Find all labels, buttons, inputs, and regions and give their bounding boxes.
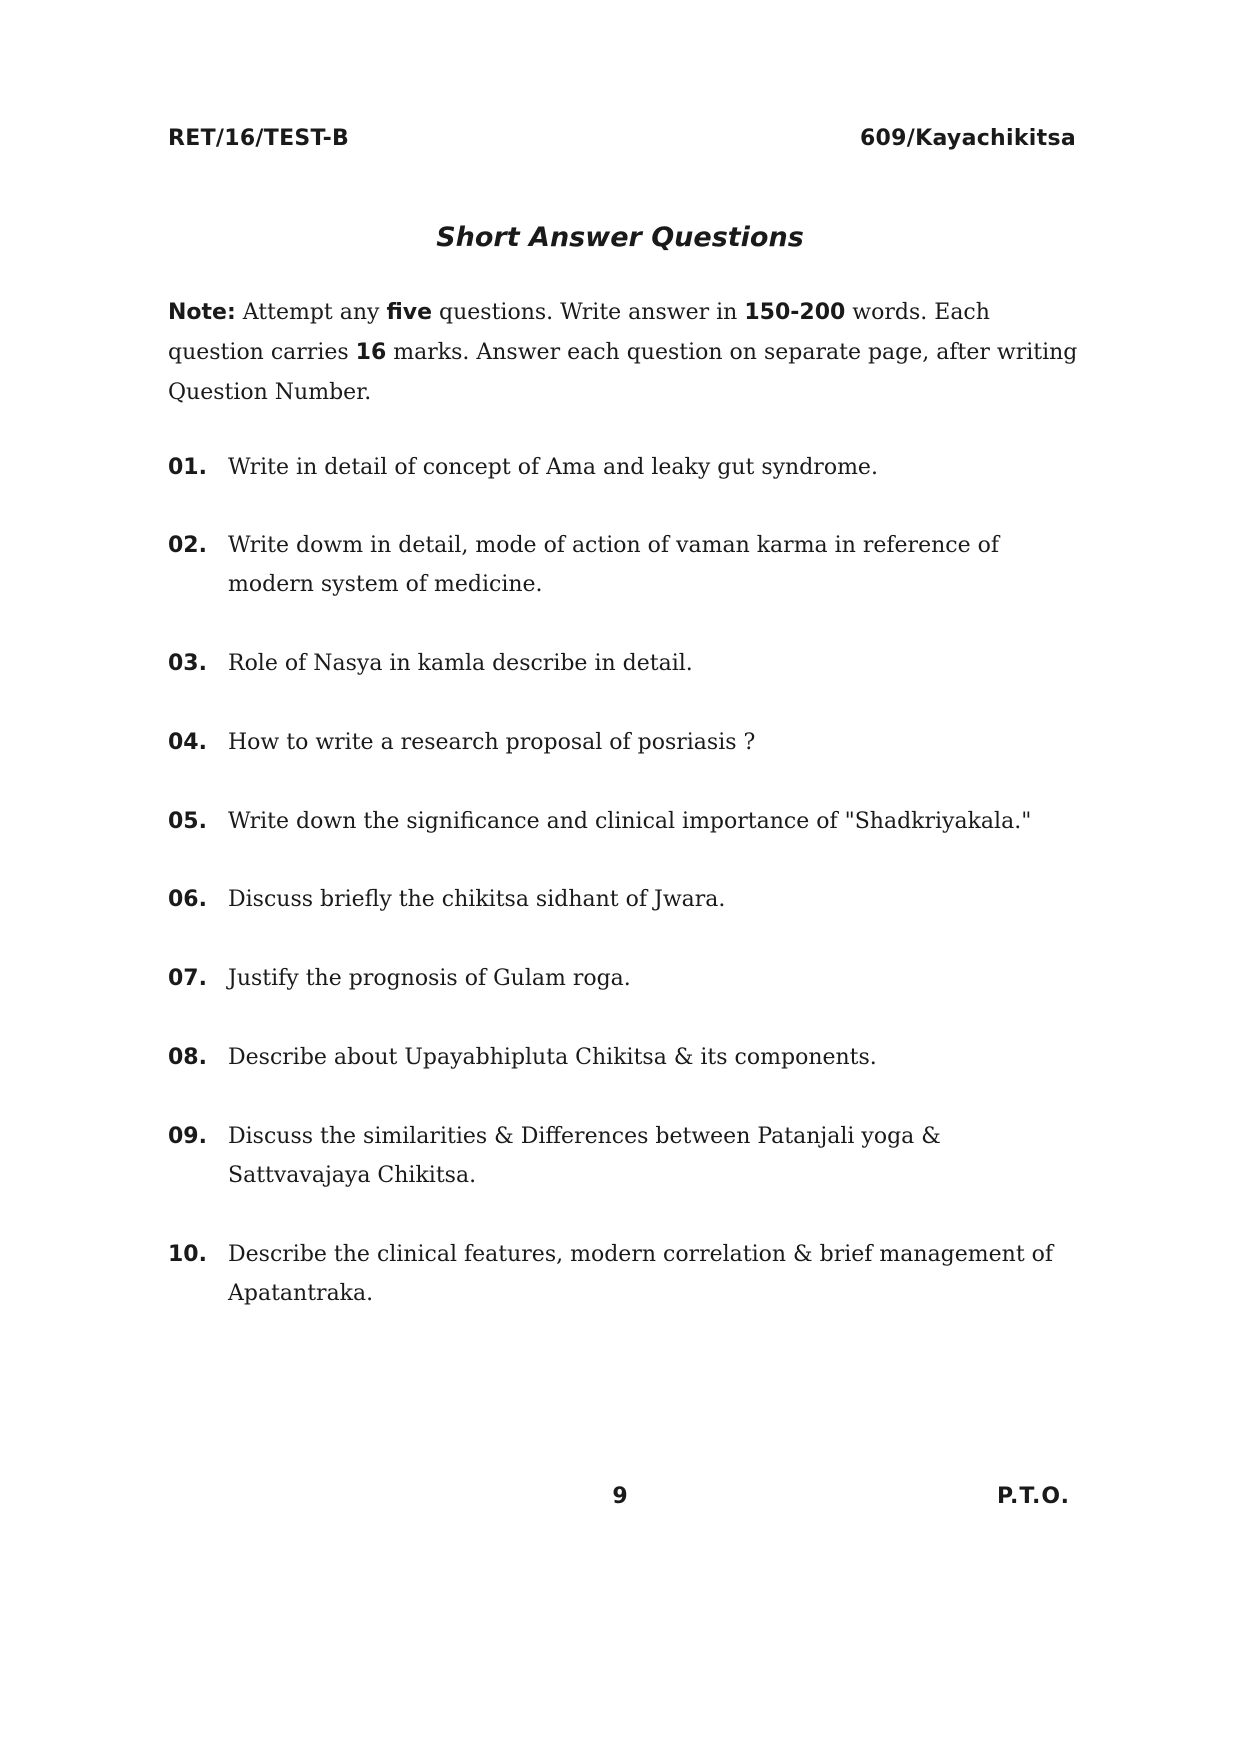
question-number: 10. [168, 1242, 207, 1267]
question-item [168, 1038, 1083, 1077]
question-item [168, 1235, 1083, 1313]
question-item [168, 1117, 1083, 1195]
question-item [168, 959, 1083, 998]
question-text: Write dowm in detail, mode of action of vaman karma in reference of modern system of medicine. [228, 533, 999, 597]
section-title: Short Answer Questions [436, 222, 804, 253]
note-text-part: questions. Write answer in [432, 300, 745, 325]
subject-code: 609/Kayachikitsa [859, 126, 1076, 151]
question-number: 06. [168, 887, 207, 912]
page-number: 9 [612, 1484, 628, 1509]
question-text: Discuss the similarities & Differences between Patanjali yoga & Sattvavajaya Chikitsa. [228, 1124, 941, 1188]
question-text: Describe about Upayabhipluta Chikitsa & its components. [228, 1045, 877, 1070]
question-number: 08. [168, 1045, 207, 1070]
question-item [168, 802, 1083, 841]
note-text-part: Attempt any [242, 300, 387, 325]
note-text [168, 300, 1077, 405]
note-label: Note: [168, 300, 236, 325]
question-text: Justify the prognosis of Gulam roga. [228, 966, 631, 991]
paper-code: RET/16/TEST-B [168, 126, 350, 151]
question-text: How to write a research proposal of posriasis ? [228, 730, 756, 755]
question-item [168, 880, 1083, 919]
instructions-note [168, 293, 1078, 413]
question-number: 07. [168, 966, 207, 991]
question-text: Role of Nasya in kamla describe in detail. [228, 651, 693, 676]
question-number: 03. [168, 651, 207, 676]
please-turn-over: P.T.O. [996, 1484, 1070, 1509]
question-text: Describe the clinical features, modern correlation & brief management of Apatantraka. [228, 1242, 1054, 1306]
note-bold-five: five [386, 300, 433, 325]
question-item [168, 526, 1083, 604]
question-number: 05. [168, 809, 207, 834]
question-text: Write in detail of concept of Ama and leaky gut syndrome. [228, 455, 878, 480]
question-number: 09. [168, 1124, 207, 1149]
note-text-part: marks. Answer each question on separate page, after writing Question Number. [168, 340, 1078, 405]
note-text-part: words. Each question carries [168, 300, 990, 365]
question-text: Discuss briefly the chikitsa sidhant of Jwara. [228, 887, 726, 912]
question-number: 04. [168, 730, 207, 755]
question-item [168, 644, 1083, 683]
question-item [168, 723, 1083, 762]
question-number: 02. [168, 533, 207, 558]
question-text: Write down the significance and clinical importance of "Shadkriyakala." [228, 809, 1032, 834]
note-bold-marks: 16 [355, 340, 387, 365]
question-item [168, 448, 1083, 487]
note-bold-word-count: 150-200 [744, 300, 846, 325]
question-number: 01. [168, 455, 207, 480]
